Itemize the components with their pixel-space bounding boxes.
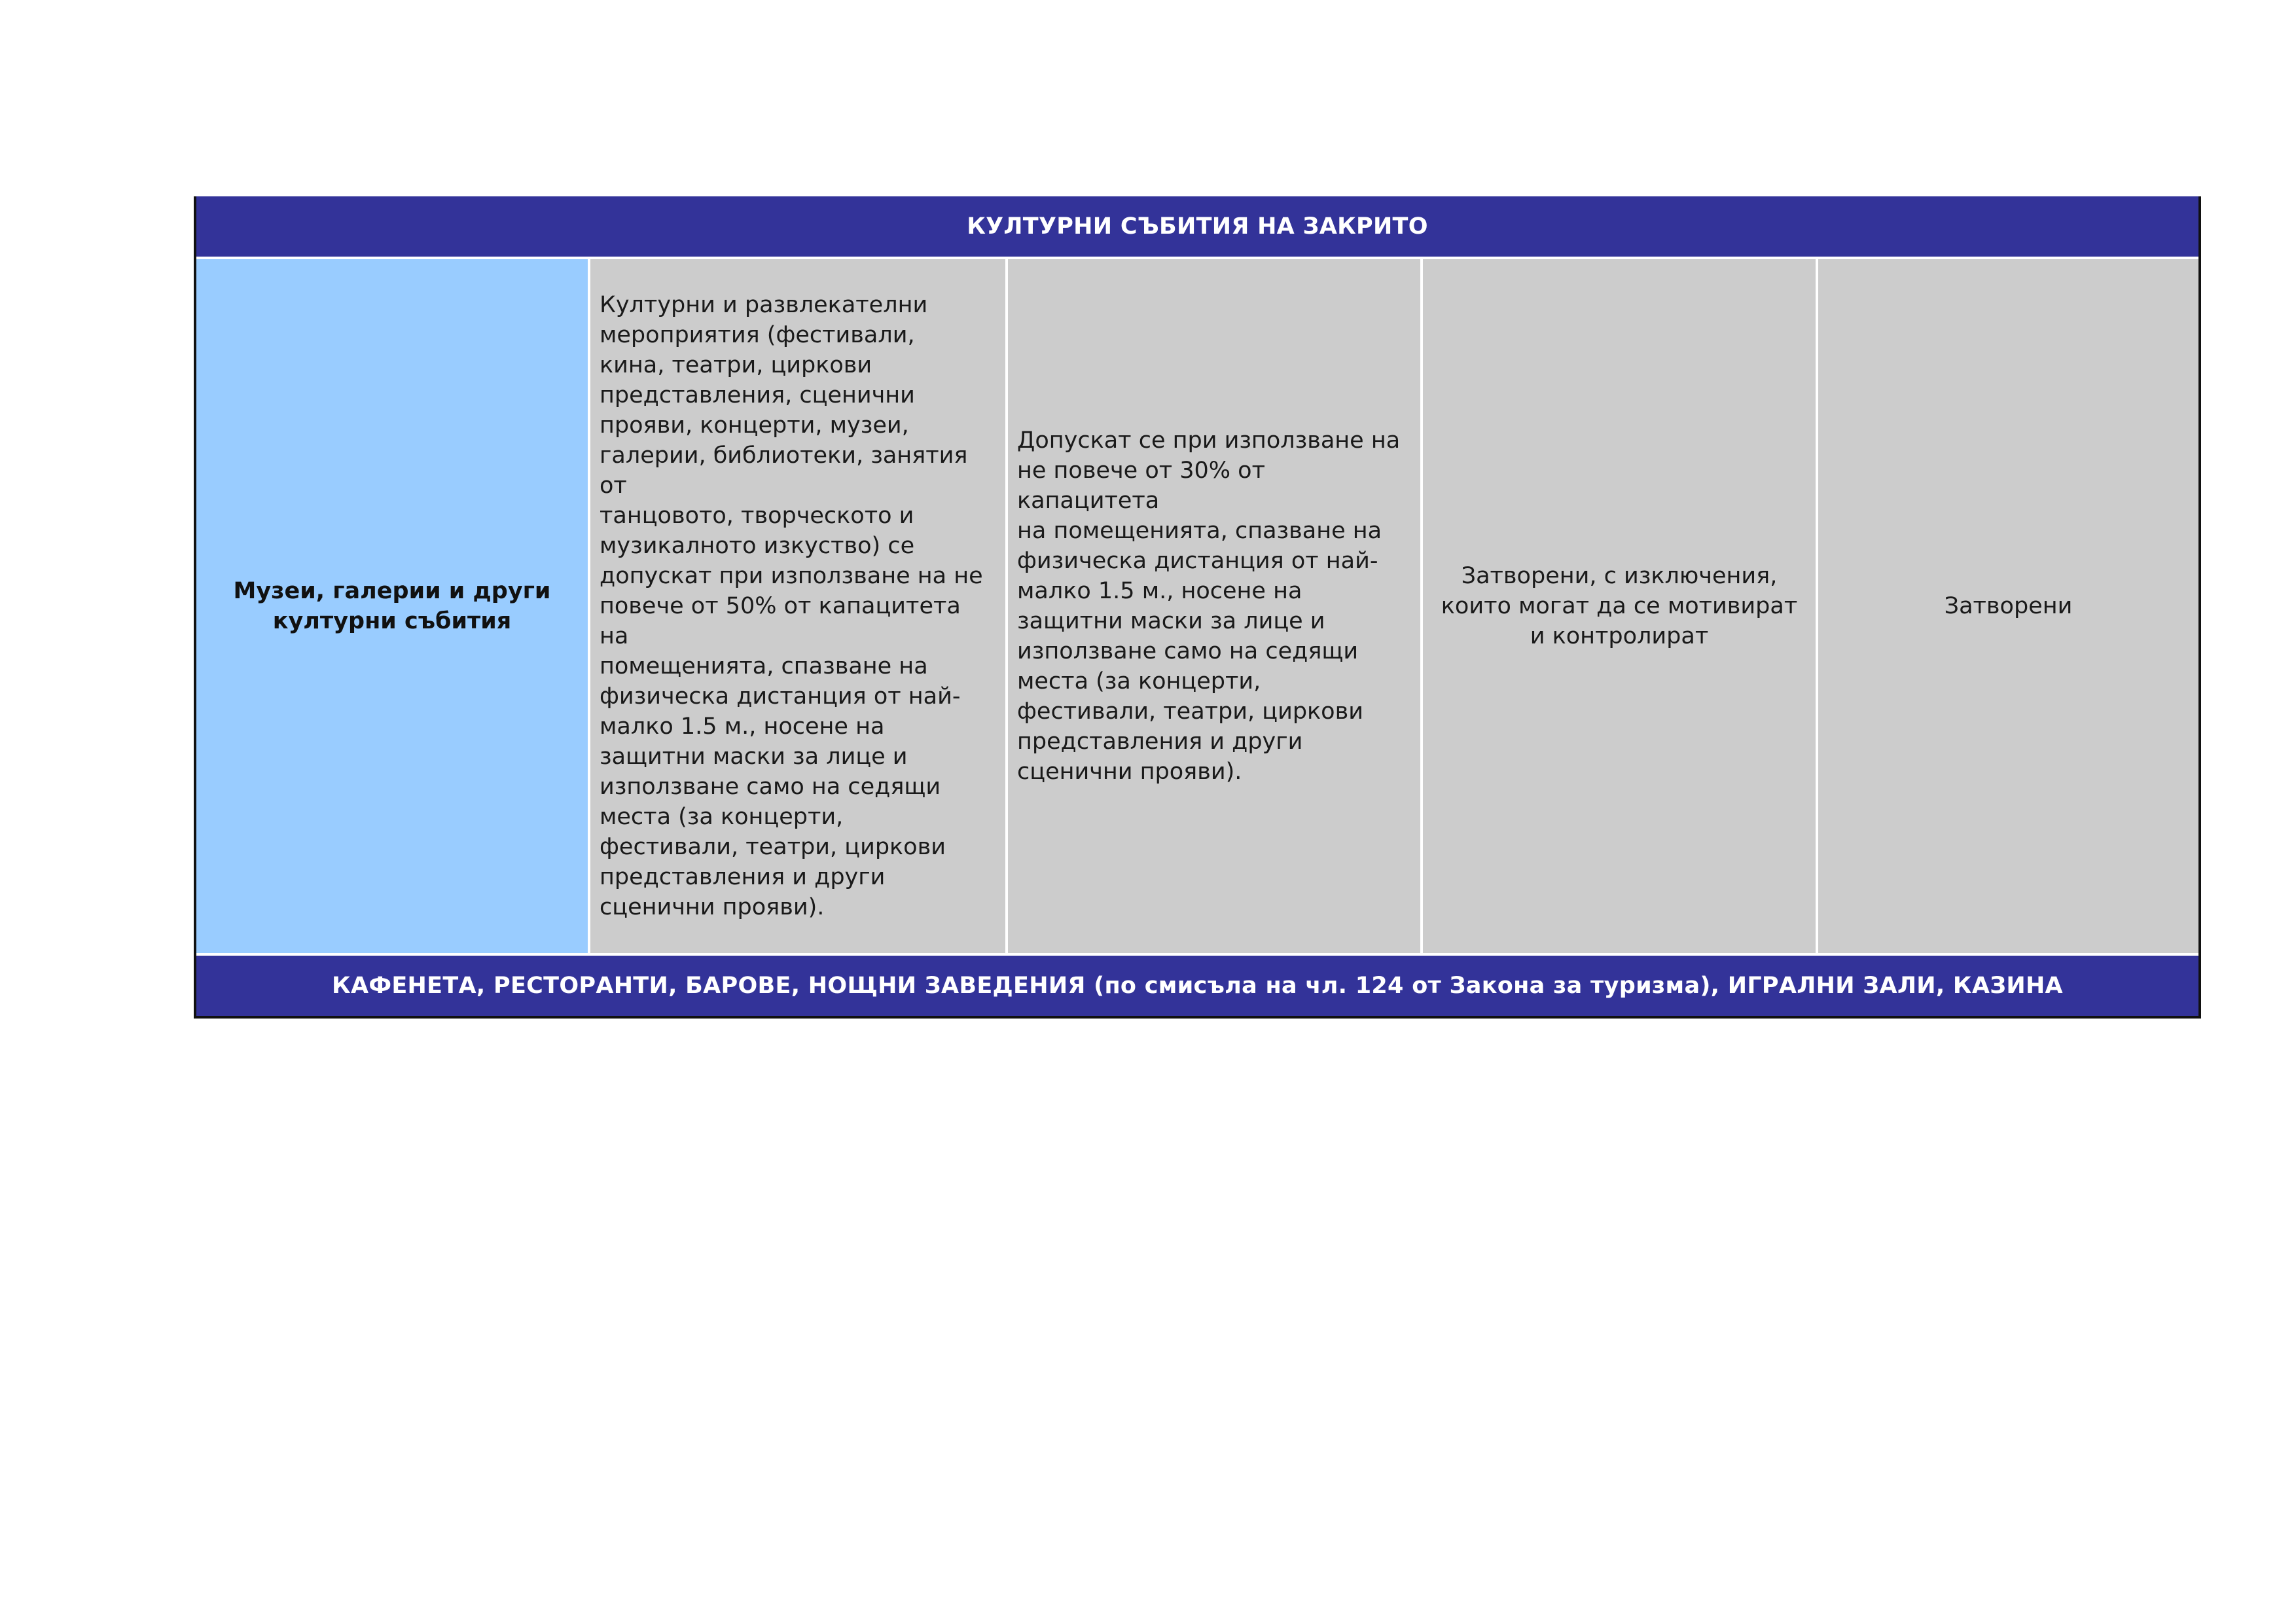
table-row: [196, 257, 2198, 956]
section-header-cafes-restaurants: [196, 956, 2198, 1016]
measure-cell-50-percent: [590, 259, 1005, 953]
category-label: Музеи, галерии и други културни събития: [233, 578, 551, 634]
section-header-title: КАФЕНЕТА, РЕСТОРАНТИ, БАРОВЕ, НОЩНИ ЗАВЕДЕНИЯ (по смисъла на чл. 124 от Закона за туризма), ИГРАЛНИ ЗАЛИ, КАЗИНА: [332, 973, 2063, 999]
category-cell: [196, 259, 588, 953]
measure-text-closed-with-exceptions: Затворени, с изключения, които могат да се мотивират и контролират: [1441, 563, 1798, 649]
measures-table: [194, 196, 2201, 1019]
measure-cell-30-percent: [1008, 259, 1420, 953]
measure-text-50-percent: Културни и развлекателни мероприятия (фестивали, кина, театри, циркови представления, сценични прояви, концерти, музеи, галерии, библиотеки, занятия от танцовото, творческото и музикалното изкуство) се допускат при използване на не повече от 50% от капацитета на помещенията, спазване на физическа дистанция от най- малко 1.5 м., носене на защитни маски за лице и използване само на седящи места (за концерти, фестивали, театри, циркови представления и други сценични прояви).: [600, 292, 983, 920]
section-header-indoor-cultural-events: [196, 196, 2198, 257]
measure-cell-closed: [1818, 259, 2198, 953]
section-header-title: КУЛТУРНИ СЪБИТИЯ НА ЗАКРИТО: [967, 213, 1428, 240]
measure-text-30-percent: Допускат се при използване на не повече от 30% от капацитета на помещенията, спазване на физическа дистанция от най- малко 1.5 м., носене на защитни маски за лице и използване само на седящи места (за концерти, фестивали, театри, циркови представления и други сценични прояви).: [1017, 427, 1401, 785]
measure-cell-closed-with-exceptions: [1423, 259, 1816, 953]
measure-text-closed: Затворени: [1944, 593, 2073, 619]
